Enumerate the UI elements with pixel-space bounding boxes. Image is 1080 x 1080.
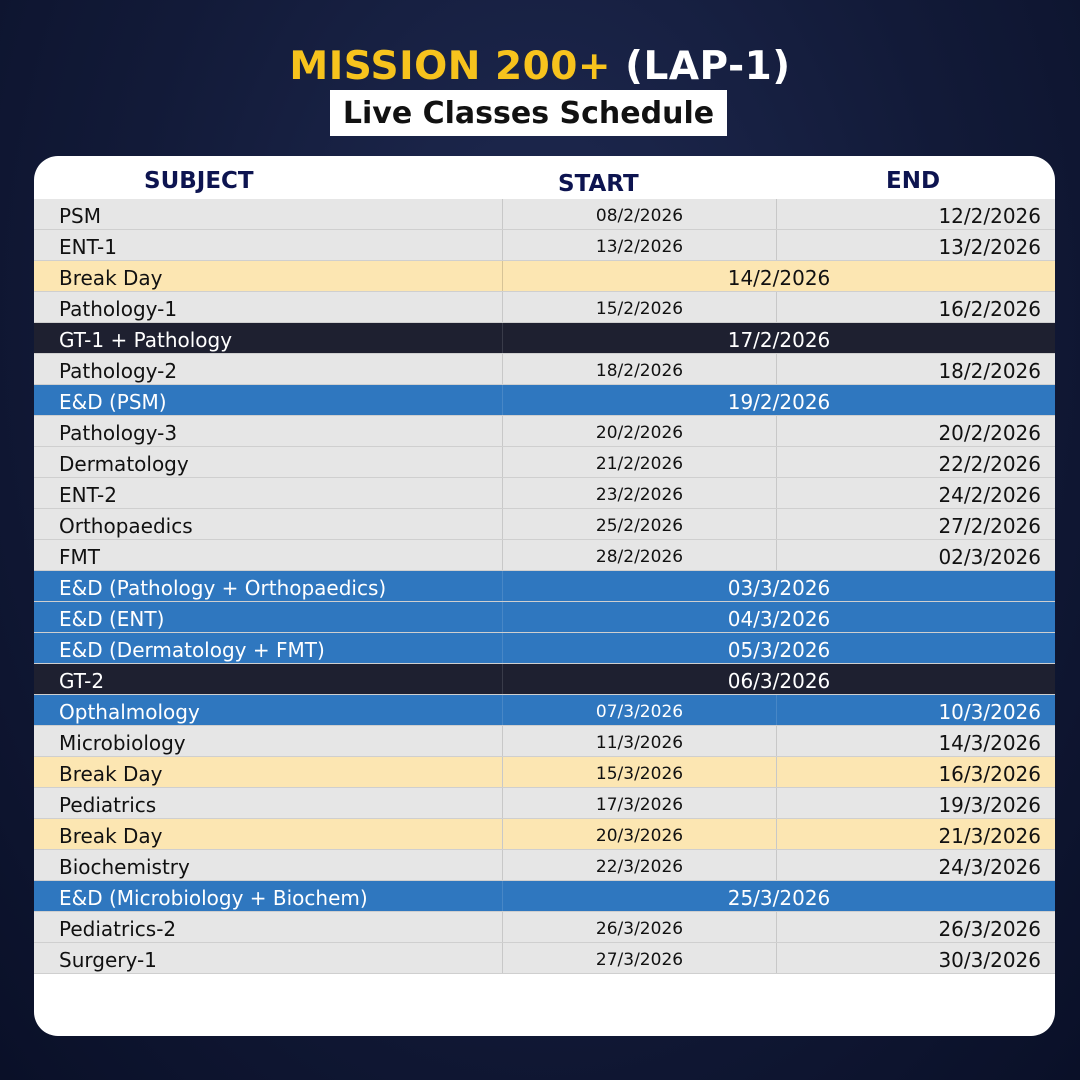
- table-row: [34, 540, 1055, 571]
- row-subject: Pediatrics-2: [59, 917, 177, 941]
- row-end-date: 21/3/2026: [938, 824, 1041, 848]
- column-header-subject: SUBJECT: [144, 168, 254, 194]
- table-row: [34, 416, 1055, 447]
- row-subject: PSM: [59, 204, 102, 228]
- table-row: [34, 664, 1055, 695]
- row-start-date: 15/3/2026: [502, 757, 777, 787]
- row-start-date: 17/3/2026: [502, 788, 777, 818]
- row-end-date: 13/2/2026: [938, 235, 1041, 259]
- row-subject: Pathology-2: [59, 359, 178, 383]
- row-start-date: 07/3/2026: [502, 695, 777, 725]
- row-end-date: 10/3/2026: [938, 700, 1041, 724]
- row-end-date: 26/3/2026: [938, 917, 1041, 941]
- table-row: [34, 292, 1055, 323]
- row-subject: Pathology-1: [59, 297, 178, 321]
- row-start-date: 28/2/2026: [502, 540, 777, 570]
- table-row: [34, 695, 1055, 726]
- row-end-date: 30/3/2026: [938, 948, 1041, 972]
- row-subject: Break Day: [59, 266, 163, 290]
- row-subject: E&D (Microbiology + Biochem): [59, 886, 368, 910]
- table-row: [34, 571, 1055, 602]
- table-row: [34, 261, 1055, 292]
- row-subject: GT-1 + Pathology: [59, 328, 233, 352]
- row-start-date: 15/2/2026: [502, 292, 777, 322]
- row-date: 03/3/2026: [502, 571, 1055, 601]
- row-date: 14/2/2026: [502, 261, 1055, 291]
- table-row: [34, 447, 1055, 478]
- table-row: [34, 602, 1055, 633]
- table-row: [34, 819, 1055, 850]
- row-date: 06/3/2026: [502, 664, 1055, 694]
- page-title: [0, 44, 1080, 89]
- title-rest: (LAP-1): [611, 44, 791, 89]
- row-end-date: 20/2/2026: [938, 421, 1041, 445]
- row-start-date: 20/3/2026: [502, 819, 777, 849]
- row-start-date: 23/2/2026: [502, 478, 777, 508]
- row-end-date: 19/3/2026: [938, 793, 1041, 817]
- subtitle: Live Classes Schedule: [330, 90, 727, 136]
- row-subject: Microbiology: [59, 731, 186, 755]
- title-highlight: MISSION 200+: [289, 44, 612, 89]
- row-end-date: 02/3/2026: [938, 545, 1041, 569]
- row-date: 04/3/2026: [502, 602, 1055, 632]
- row-start-date: 27/3/2026: [502, 943, 777, 973]
- table-row: [34, 726, 1055, 757]
- row-date: 17/2/2026: [502, 323, 1055, 353]
- table-row: [34, 881, 1055, 912]
- row-subject: Opthalmology: [59, 700, 200, 724]
- table-row: [34, 788, 1055, 819]
- table-row: [34, 354, 1055, 385]
- row-subject: E&D (ENT): [59, 607, 165, 631]
- row-end-date: 24/2/2026: [938, 483, 1041, 507]
- table-row: [34, 943, 1055, 974]
- row-subject: ENT-1: [59, 235, 117, 259]
- row-subject: Dermatology: [59, 452, 189, 476]
- row-end-date: 18/2/2026: [938, 359, 1041, 383]
- row-start-date: 25/2/2026: [502, 509, 777, 539]
- row-end-date: 14/3/2026: [938, 731, 1041, 755]
- row-subject: Pathology-3: [59, 421, 178, 445]
- table-row: [34, 385, 1055, 416]
- row-start-date: 08/2/2026: [502, 199, 777, 229]
- row-subject: FMT: [59, 545, 100, 569]
- table-row: [34, 850, 1055, 881]
- table-row: [34, 912, 1055, 943]
- table-header: [34, 156, 1055, 199]
- table-row: [34, 230, 1055, 261]
- row-subject: Pediatrics: [59, 793, 157, 817]
- table-row: [34, 478, 1055, 509]
- table-row: [34, 633, 1055, 664]
- schedule-table: [34, 156, 1055, 1036]
- row-start-date: 21/2/2026: [502, 447, 777, 477]
- row-end-date: 16/2/2026: [938, 297, 1041, 321]
- row-subject: Orthopaedics: [59, 514, 193, 538]
- column-header-start: START: [558, 171, 639, 197]
- row-subject: Break Day: [59, 824, 163, 848]
- row-end-date: 22/2/2026: [938, 452, 1041, 476]
- row-subject: GT-2: [59, 669, 105, 693]
- row-subject: E&D (Dermatology + FMT): [59, 638, 325, 662]
- row-end-date: 12/2/2026: [938, 204, 1041, 228]
- row-start-date: 20/2/2026: [502, 416, 777, 446]
- row-start-date: 26/3/2026: [502, 912, 777, 942]
- table-row: [34, 509, 1055, 540]
- row-subject: Surgery-1: [59, 948, 157, 972]
- row-end-date: 27/2/2026: [938, 514, 1041, 538]
- row-start-date: 18/2/2026: [502, 354, 777, 384]
- row-date: 05/3/2026: [502, 633, 1055, 663]
- row-start-date: 22/3/2026: [502, 850, 777, 880]
- column-header-end: END: [886, 168, 941, 194]
- row-start-date: 13/2/2026: [502, 230, 777, 260]
- row-subject: E&D (PSM): [59, 390, 167, 414]
- row-date: 19/2/2026: [502, 385, 1055, 415]
- row-subject: ENT-2: [59, 483, 117, 507]
- row-end-date: 16/3/2026: [938, 762, 1041, 786]
- row-start-date: 11/3/2026: [502, 726, 777, 756]
- table-body: [34, 199, 1055, 974]
- row-subject: Break Day: [59, 762, 163, 786]
- row-end-date: 24/3/2026: [938, 855, 1041, 879]
- table-row: [34, 757, 1055, 788]
- row-subject: E&D (Pathology + Orthopaedics): [59, 576, 387, 600]
- table-row: [34, 323, 1055, 354]
- table-row: [34, 199, 1055, 230]
- row-subject: Biochemistry: [59, 855, 190, 879]
- row-date: 25/3/2026: [502, 881, 1055, 911]
